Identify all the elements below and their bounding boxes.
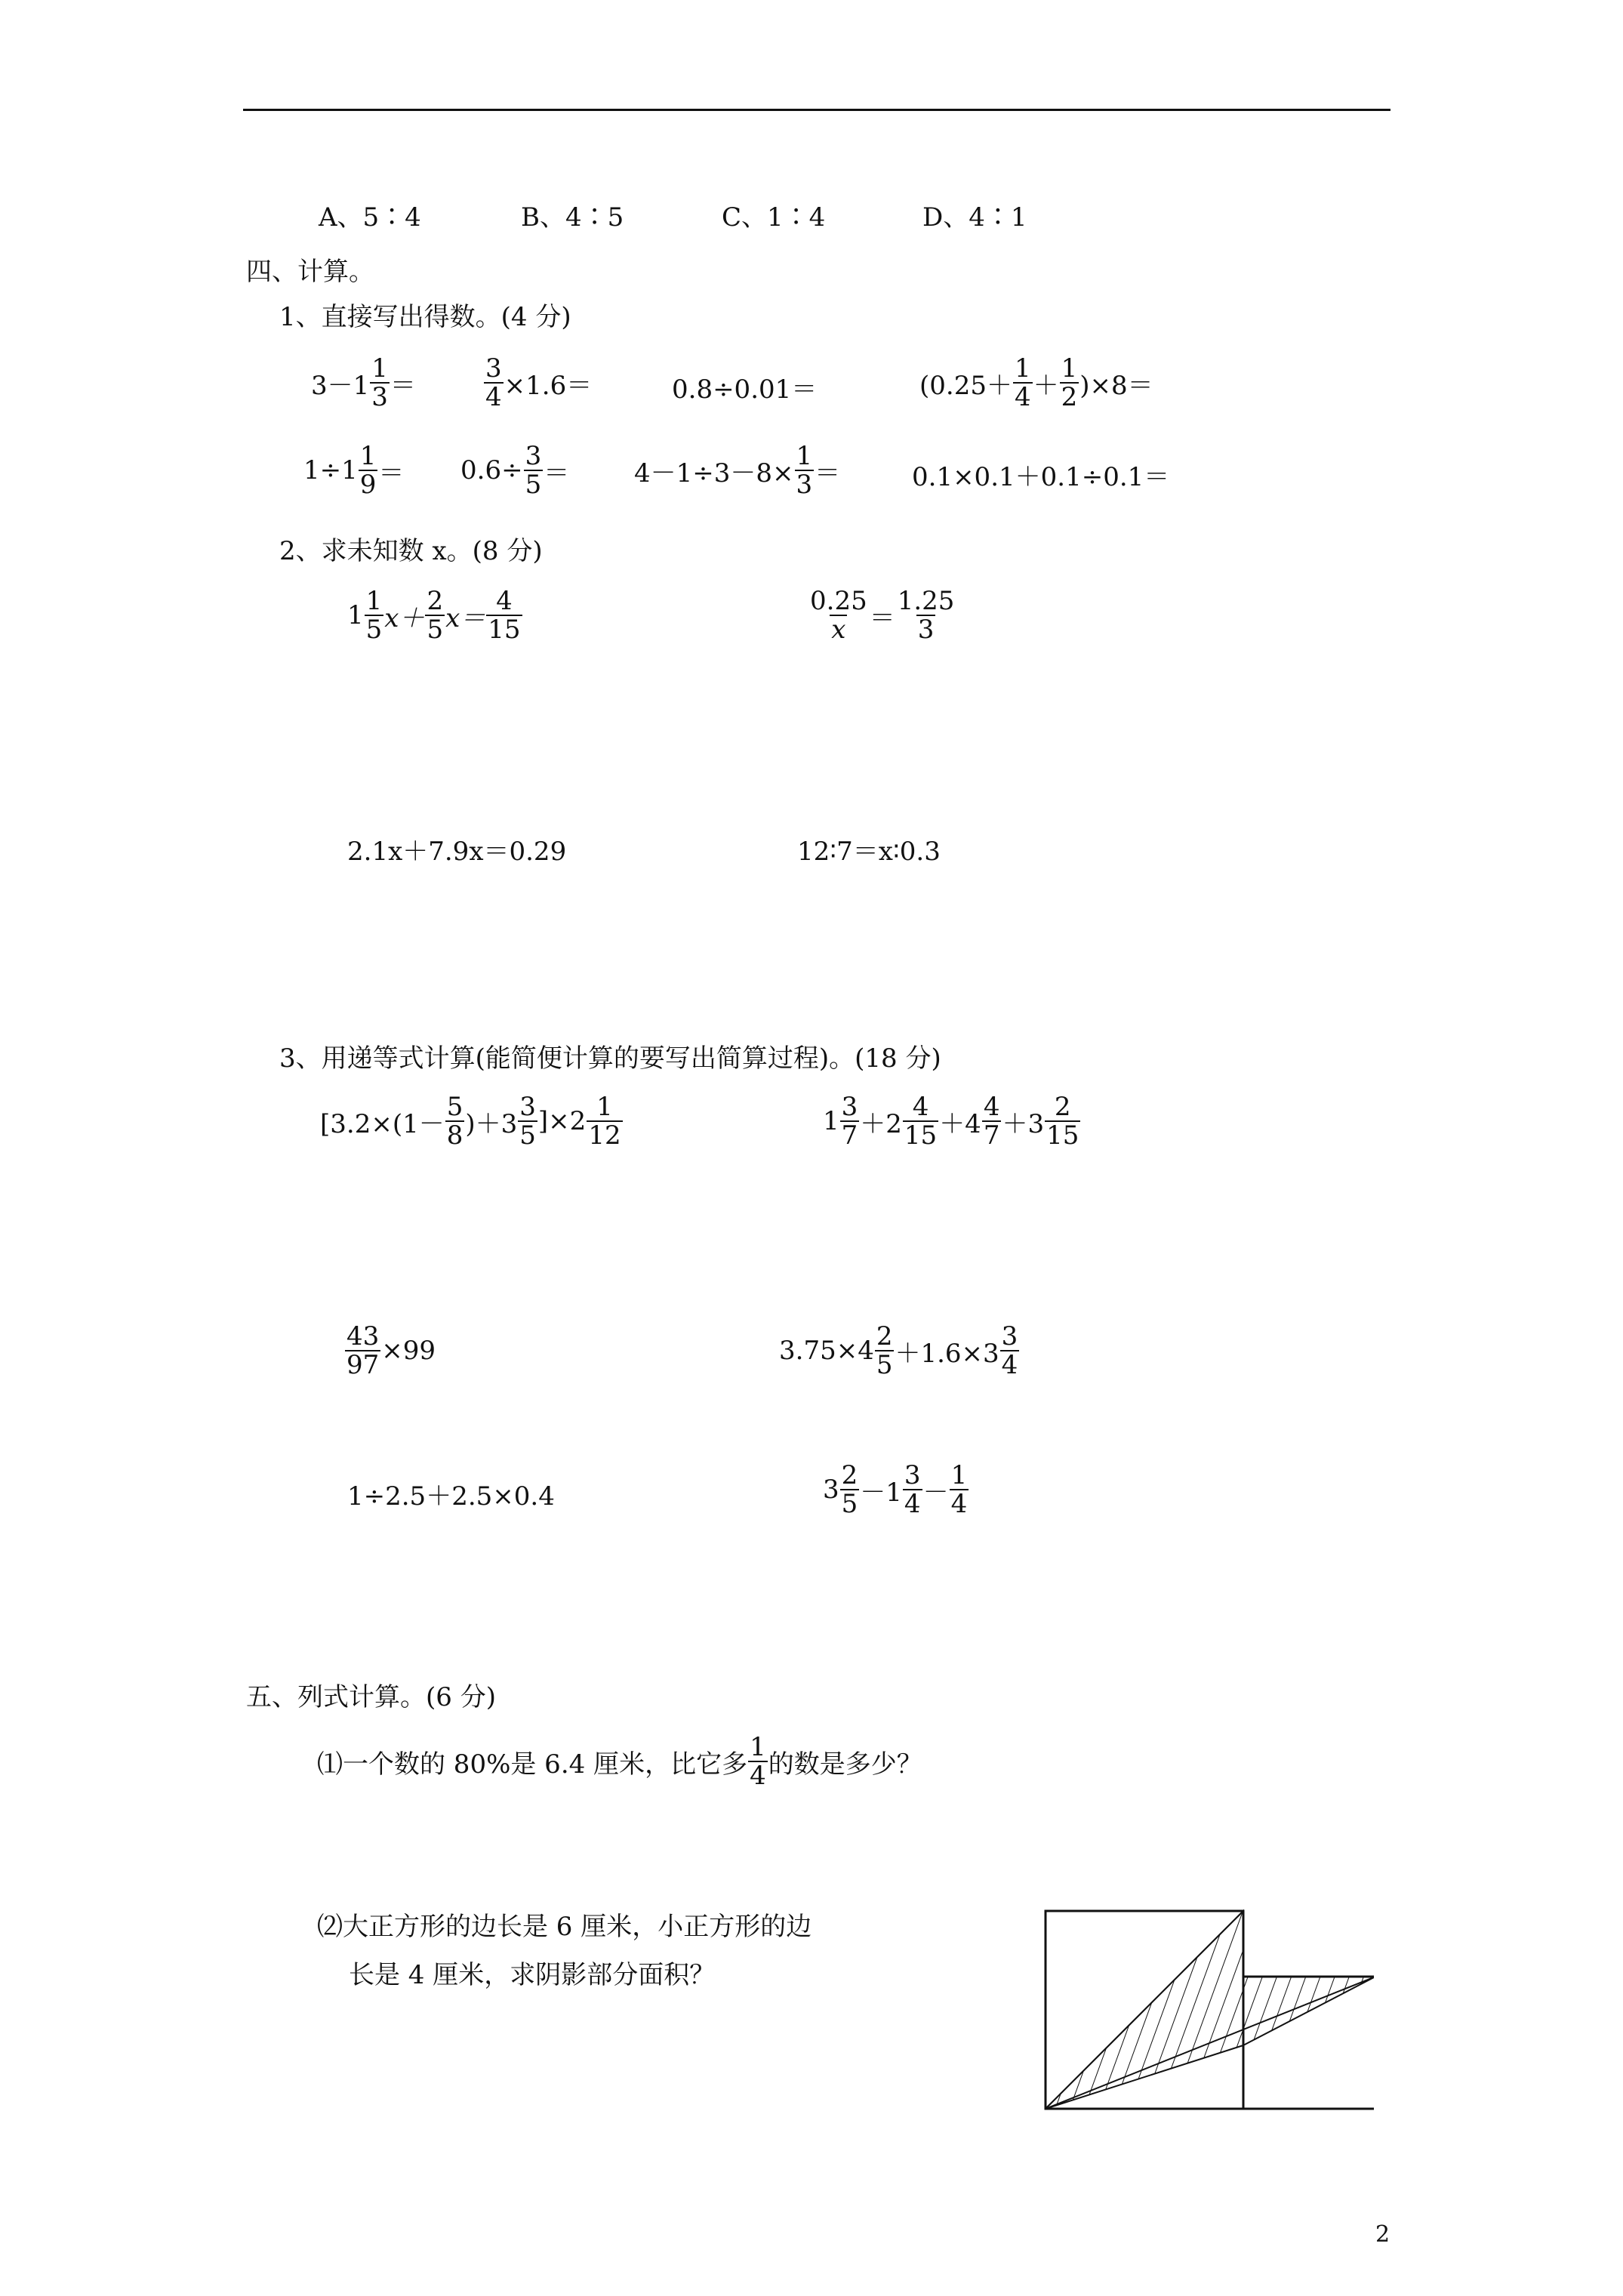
- header-rule: [243, 109, 1390, 111]
- q1-title: 1、直接写出得数。(4 分): [279, 302, 571, 332]
- q1-expr-4: (0.25＋ $\frac{1}{4}$ ＋ $\frac{1}{2}$ )×8＝: [919, 353, 1153, 412]
- option-a: A、5∶4: [319, 202, 421, 233]
- page-number: 2: [1375, 2221, 1390, 2248]
- q3-calc-1: [3.2×(1－ $\frac{5}{8}$ )＋3 $\frac{3}{5}$ ]×2 $\frac{1}{12}$: [320, 1092, 621, 1151]
- squares-figure: [1042, 1906, 1374, 2118]
- option-b: B、4∶5: [521, 202, 624, 233]
- option-c: C、1∶4: [722, 202, 826, 233]
- q3-calc-3: $\frac{43}{97}$ ×99: [346, 1321, 436, 1380]
- q1-expr-3: 0.8÷0.01＝: [672, 374, 818, 405]
- q3-calc-4: 3.75×4 $\frac{2}{5}$ ＋1.6×3 $\frac{3}{4}$: [779, 1321, 1018, 1380]
- q1-expr-5: 1÷1 $\frac{1}{9}$ ＝: [303, 441, 405, 500]
- problem-2-line-2: 长是 4 厘米，求阴影部分面积？: [349, 1960, 716, 1990]
- q1-expr-2: $\frac{3}{4}$ ×1.6＝: [485, 353, 593, 412]
- q2-equation-1: 1 $\frac{1}{5}$ x＋ $\frac{2}{5}$ x＝ $\frac{4}{15}$: [347, 586, 521, 645]
- q2-equation-4: 12∶7＝x∶0.3: [797, 837, 941, 867]
- section-5-heading: 五、列式计算。(6 分): [246, 1682, 496, 1712]
- shaded-region-small: [1243, 1977, 1374, 2045]
- q1-expr-6: 0.6÷ $\frac{3}{5}$ ＝: [460, 441, 570, 500]
- q1-expr-8: 0.1×0.1＋0.1÷0.1＝: [912, 462, 1170, 492]
- option-d: D、4∶1: [922, 202, 1027, 233]
- q2-equation-3: 2.1x＋7.9x＝0.29: [347, 837, 567, 867]
- problem-2-line-1: ⑵大正方形的边长是 6 厘米，小正方形的边: [317, 1912, 812, 1942]
- q2-equation-2: $\frac{0.25}{x}$ ＝ $\frac{1.25}{3}$: [810, 586, 955, 645]
- q1-expr-7: 4－1÷3－8× $\frac{1}{3}$ ＝: [634, 441, 841, 500]
- q2-title: 2、求未知数 x。(8 分): [279, 536, 543, 566]
- q3-calc-6: 3 $\frac{2}{5}$ －1 $\frac{3}{4}$ － $\frac{1}{4}$: [823, 1460, 968, 1519]
- q3-calc-2: 1 $\frac{3}{7}$ ＋2 $\frac{4}{15}$ ＋4 $\frac{4}{7}$ ＋3 $\frac{2}{15}$: [823, 1092, 1079, 1151]
- problem-1: ⑴一个数的 80%是 6.4 厘米，比它多 $\frac{1}{4}$ 的数是多少？: [317, 1732, 922, 1791]
- q3-title: 3、用递等式计算(能简便计算的要写出简算过程)。(18 分): [279, 1043, 941, 1074]
- q1-expr-1: 3－1 $\frac{1}{3}$ ＝: [311, 353, 416, 412]
- section-4-heading: 四、计算。: [246, 257, 374, 287]
- q3-calc-5: 1÷2.5＋2.5×0.4: [347, 1481, 555, 1512]
